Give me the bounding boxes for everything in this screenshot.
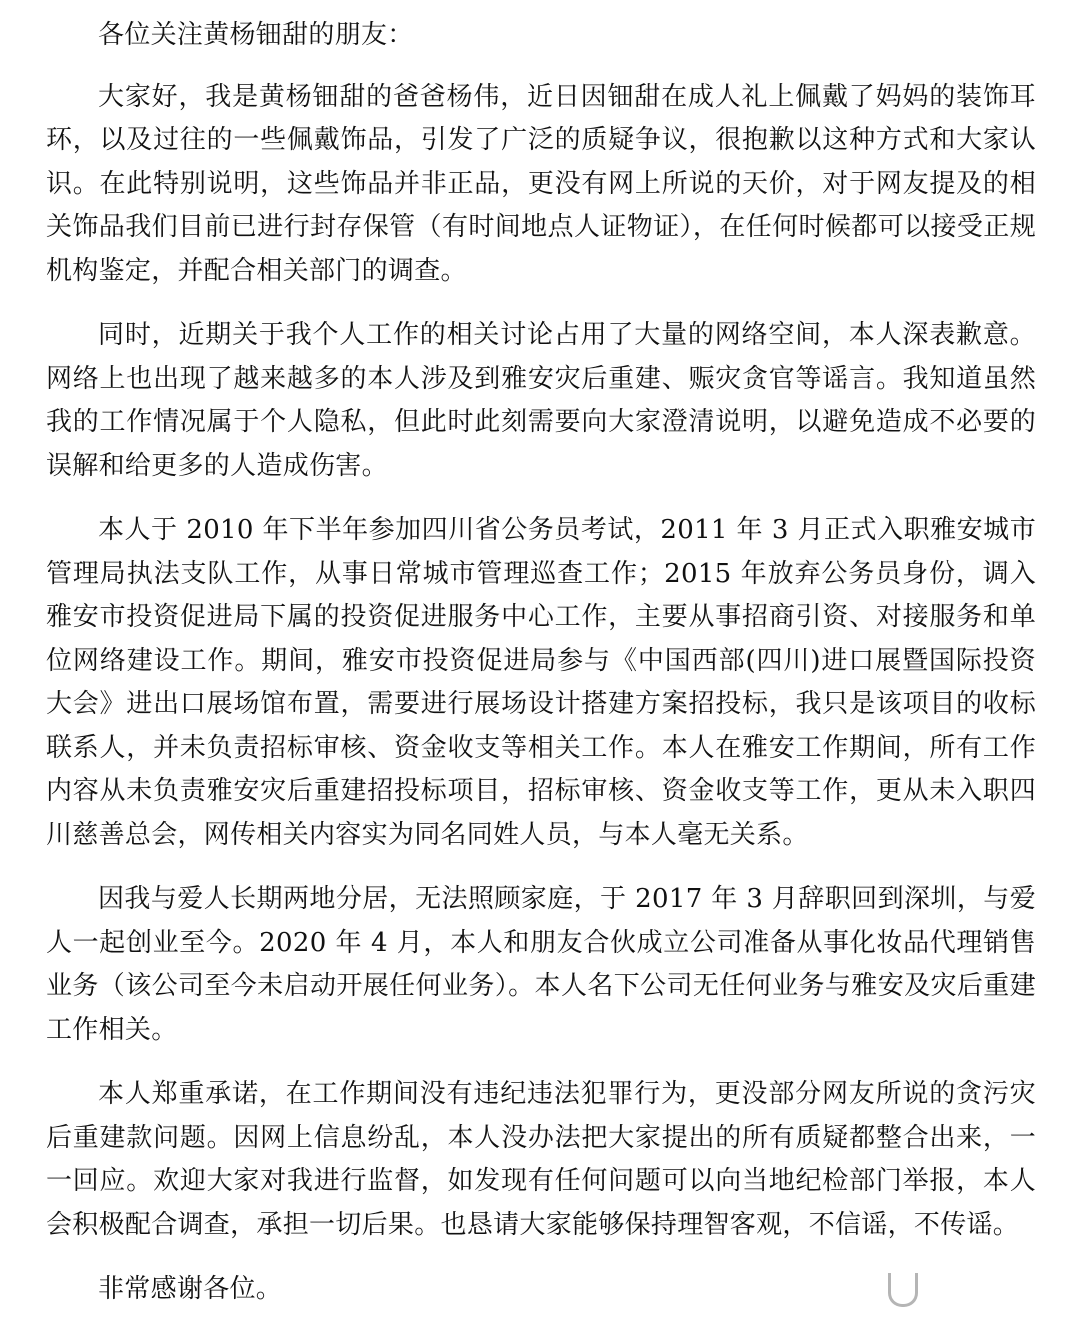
paragraph-intro: 大家好，我是黄杨钿甜的爸爸杨伟，近日因钿甜在成人礼上佩戴了妈妈的装饰耳环，以及过往的一些佩戴饰品，引发了广泛的质疑争议，很抱歉以这种方式和大家认识。在此特别说明，这些饰品并非正品，更没有网上所说的天价，对于网友提及的相关饰品我们目前已进行封存保管（有时间地点人证物证），在任何时候都可以接受正规机构鉴定，并配合相关部门的调查。	[46, 76, 1036, 294]
paragraph-work-history: 本人于 2010 年下半年参加四川省公务员考试，2011 年 3 月正式入职雅安城市管理局执法支队工作，从事日常城市管理巡查工作；2015 年放弃公务员身份，调入雅安市投资促进局下属的投资促进服务中心工作，主要从事招商引资、对接服务和单位网络建设工作。期间，雅安市投资促进局参与《中国西部(四川)进口展暨国际投资大会》进出口展场馆布置，需要进行展场设计搭建方案招投标，我只是该项目的收标联系人，并未负责招标审核、资金收支等相关工作。本人在雅安工作期间，所有工作内容从未负责雅安灾后重建招投标项目，招标审核、资金收支等工作，更从未入职四川慈善总会，网传相关内容实为同名同姓人员，与本人毫无关系。	[46, 509, 1036, 857]
watermark	[888, 1270, 1058, 1310]
paragraph-apology: 同时，近期关于我个人工作的相关讨论占用了大量的网络空间，本人深表歉意。网络上也出现了越来越多的本人涉及到雅安灾后重建、赈灾贪官等谣言。我知道虽然我的工作情况属于个人隐私，但此时此刻需要向大家澄清说明，以避免造成不必要的误解和给更多的人造成伤害。	[46, 314, 1036, 488]
paragraph-family: 因我与爱人长期两地分居，无法照顾家庭，于 2017 年 3 月辞职回到深圳，与爱人一起创业至今。2020 年 4 月，本人和朋友合伙成立公司准备从事化妆品代理销售业务（该公司至今未启动开展任何业务）。本人名下公司无任何业务与雅安及灾后重建工作相关。	[46, 878, 1036, 1052]
closing: 非常感谢各位。	[46, 1268, 1036, 1312]
letter	[46, 14, 1036, 1333]
logo-icon	[888, 1273, 918, 1307]
salutation: 各位关注黄杨钿甜的朋友：	[46, 14, 1036, 58]
paragraph-promise: 本人郑重承诺，在工作期间没有违纪违法犯罪行为，更没部分网友所说的贪污灾后重建款问题。因网上信息纷乱，本人没办法把大家提出的所有质疑都整合出来，一一回应。欢迎大家对我进行监督，如发现有任何问题可以向当地纪检部门举报，本人会积极配合调查，承担一切后果。也恳请大家能够保持理智客观，不信谣，不传谣。	[46, 1073, 1036, 1247]
